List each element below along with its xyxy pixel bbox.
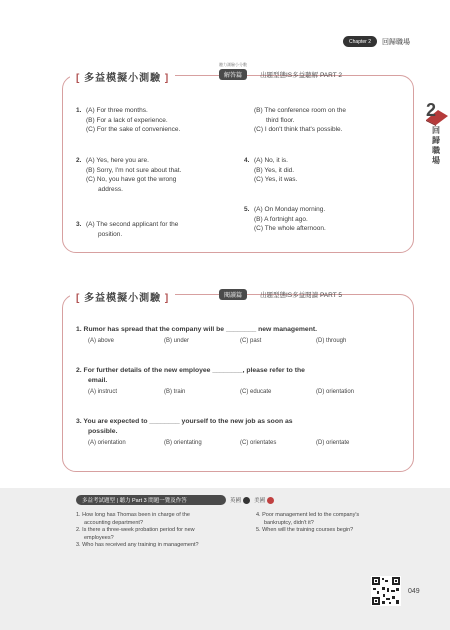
option: (A) orientation xyxy=(88,440,126,446)
option: (C) orientates xyxy=(240,440,277,446)
answer-badge: 解答篇 xyxy=(219,69,247,80)
option: (A) above xyxy=(88,338,115,344)
script-line: 1. How long has Thomas been in charge of the xyxy=(76,512,190,518)
option: (B) under xyxy=(164,338,190,344)
option: (A) Yes, here you are. xyxy=(86,157,149,164)
script-line: 2. Is there a three-week probation period for new xyxy=(76,527,195,533)
option: (A) For three months. xyxy=(86,107,148,114)
option: (C) Yes, it was. xyxy=(254,176,298,183)
question-text: 3. You are expected to ________ yourself to the new job as soon as xyxy=(76,418,293,425)
option: (B) orientating xyxy=(164,440,202,446)
option: (B) For a lack of experience. xyxy=(86,116,168,124)
bottom-band xyxy=(0,488,450,630)
listening-question-3-cont xyxy=(244,106,409,135)
chapter-tab-label: 回歸職場 xyxy=(432,126,440,165)
bottom-questions-right xyxy=(256,512,416,535)
script-line: 4. Poor management led to the company's xyxy=(256,512,360,518)
quiz-title: [ 多益模擬小測驗 ] xyxy=(70,69,175,84)
legend-uk-label: 英國 xyxy=(230,498,242,504)
question-number: 1. xyxy=(76,107,82,114)
side-chapter-tab xyxy=(424,100,450,178)
section-label: 出題型態IS多益聽解 PART 2 xyxy=(260,72,342,79)
uk-flag-icon xyxy=(243,497,250,504)
chapter-title: 回歸職場 xyxy=(382,39,410,46)
script-line: 5. When will the training courses begin? xyxy=(256,527,354,533)
section-label: 出題型態IS多益閱讀 PART 5 xyxy=(260,292,342,299)
option: (D) through xyxy=(316,338,347,344)
question-number: 5. xyxy=(244,206,250,213)
option: third floor. xyxy=(266,116,295,124)
page-number: 049 xyxy=(408,588,420,595)
option: (A) instruct xyxy=(88,389,118,395)
badge-subtitle: 聽力測驗小分數 xyxy=(219,62,247,67)
option: address. xyxy=(98,185,123,193)
option: (C) educate xyxy=(240,389,272,395)
question-text-cont: email. xyxy=(88,377,108,384)
option: (D) orientate xyxy=(316,440,350,446)
listening-script-tag: 多益考試題型 | 聽力 Part 3 問題一覽及作答 xyxy=(76,495,226,505)
listening-question-2 xyxy=(76,156,246,194)
option: (B) train xyxy=(164,389,186,395)
listening-question-3 xyxy=(76,220,246,239)
question-text: 2. For further details of the new employee ________, please refer to the xyxy=(76,367,305,374)
option: (A) The second applicant for the xyxy=(86,221,179,228)
option: (A) On Monday morning. xyxy=(254,206,326,213)
bottom-questions-left xyxy=(76,512,246,550)
option: (C) I don't think that's possible. xyxy=(254,126,343,133)
script-line: employees? xyxy=(84,534,114,541)
quiz-title-text: 多益模擬小測驗 xyxy=(84,73,162,84)
option: (A) No, it is. xyxy=(254,157,288,164)
reading-question-1 xyxy=(76,325,406,344)
option: (D) orientation xyxy=(316,389,355,395)
qr-code-icon xyxy=(371,576,401,606)
chapter-number: 2 xyxy=(426,100,437,120)
option: position. xyxy=(98,230,123,238)
question-text: 1. Rumor has spread that the company will be ________ new management. xyxy=(76,326,317,333)
question-number: 2. xyxy=(76,157,82,164)
option: (C) past xyxy=(240,338,262,344)
question-number: 4. xyxy=(244,157,250,164)
script-line: accounting department? xyxy=(84,519,144,526)
option: (C) The whole afternoon. xyxy=(254,225,326,232)
question-text-cont: possible. xyxy=(88,428,118,435)
us-flag-icon xyxy=(267,497,274,504)
option: (B) A fortnight ago. xyxy=(254,215,308,223)
listening-question-5 xyxy=(244,205,409,234)
option: (B) Sorry, I'm not sure about that. xyxy=(86,166,182,174)
reading-question-3 xyxy=(76,417,406,446)
question-number: 3. xyxy=(76,221,82,228)
script-line: bankruptcy, didn't it? xyxy=(264,519,314,526)
accent-legend xyxy=(230,496,274,504)
reading-question-2 xyxy=(76,366,406,395)
script-line: 3. Who has received any training in management? xyxy=(76,542,199,548)
option: (B) Yes, it did. xyxy=(254,166,295,174)
chapter-pill: Chapter 2 xyxy=(343,36,377,47)
quiz-title: [ 多益模擬小測驗 ] xyxy=(70,289,175,304)
legend-us-label: 美國 xyxy=(254,498,266,504)
quiz-title-text: 多益模擬小測驗 xyxy=(84,293,162,304)
reading-badge: 閱讀篇 xyxy=(219,289,247,300)
option: (C) No, you have got the wrong xyxy=(86,176,177,183)
option: (C) For the sake of convenience. xyxy=(86,126,181,133)
listening-question-4 xyxy=(244,156,409,185)
option: (B) The conference room on the xyxy=(254,107,347,114)
listening-question-1 xyxy=(76,106,246,135)
